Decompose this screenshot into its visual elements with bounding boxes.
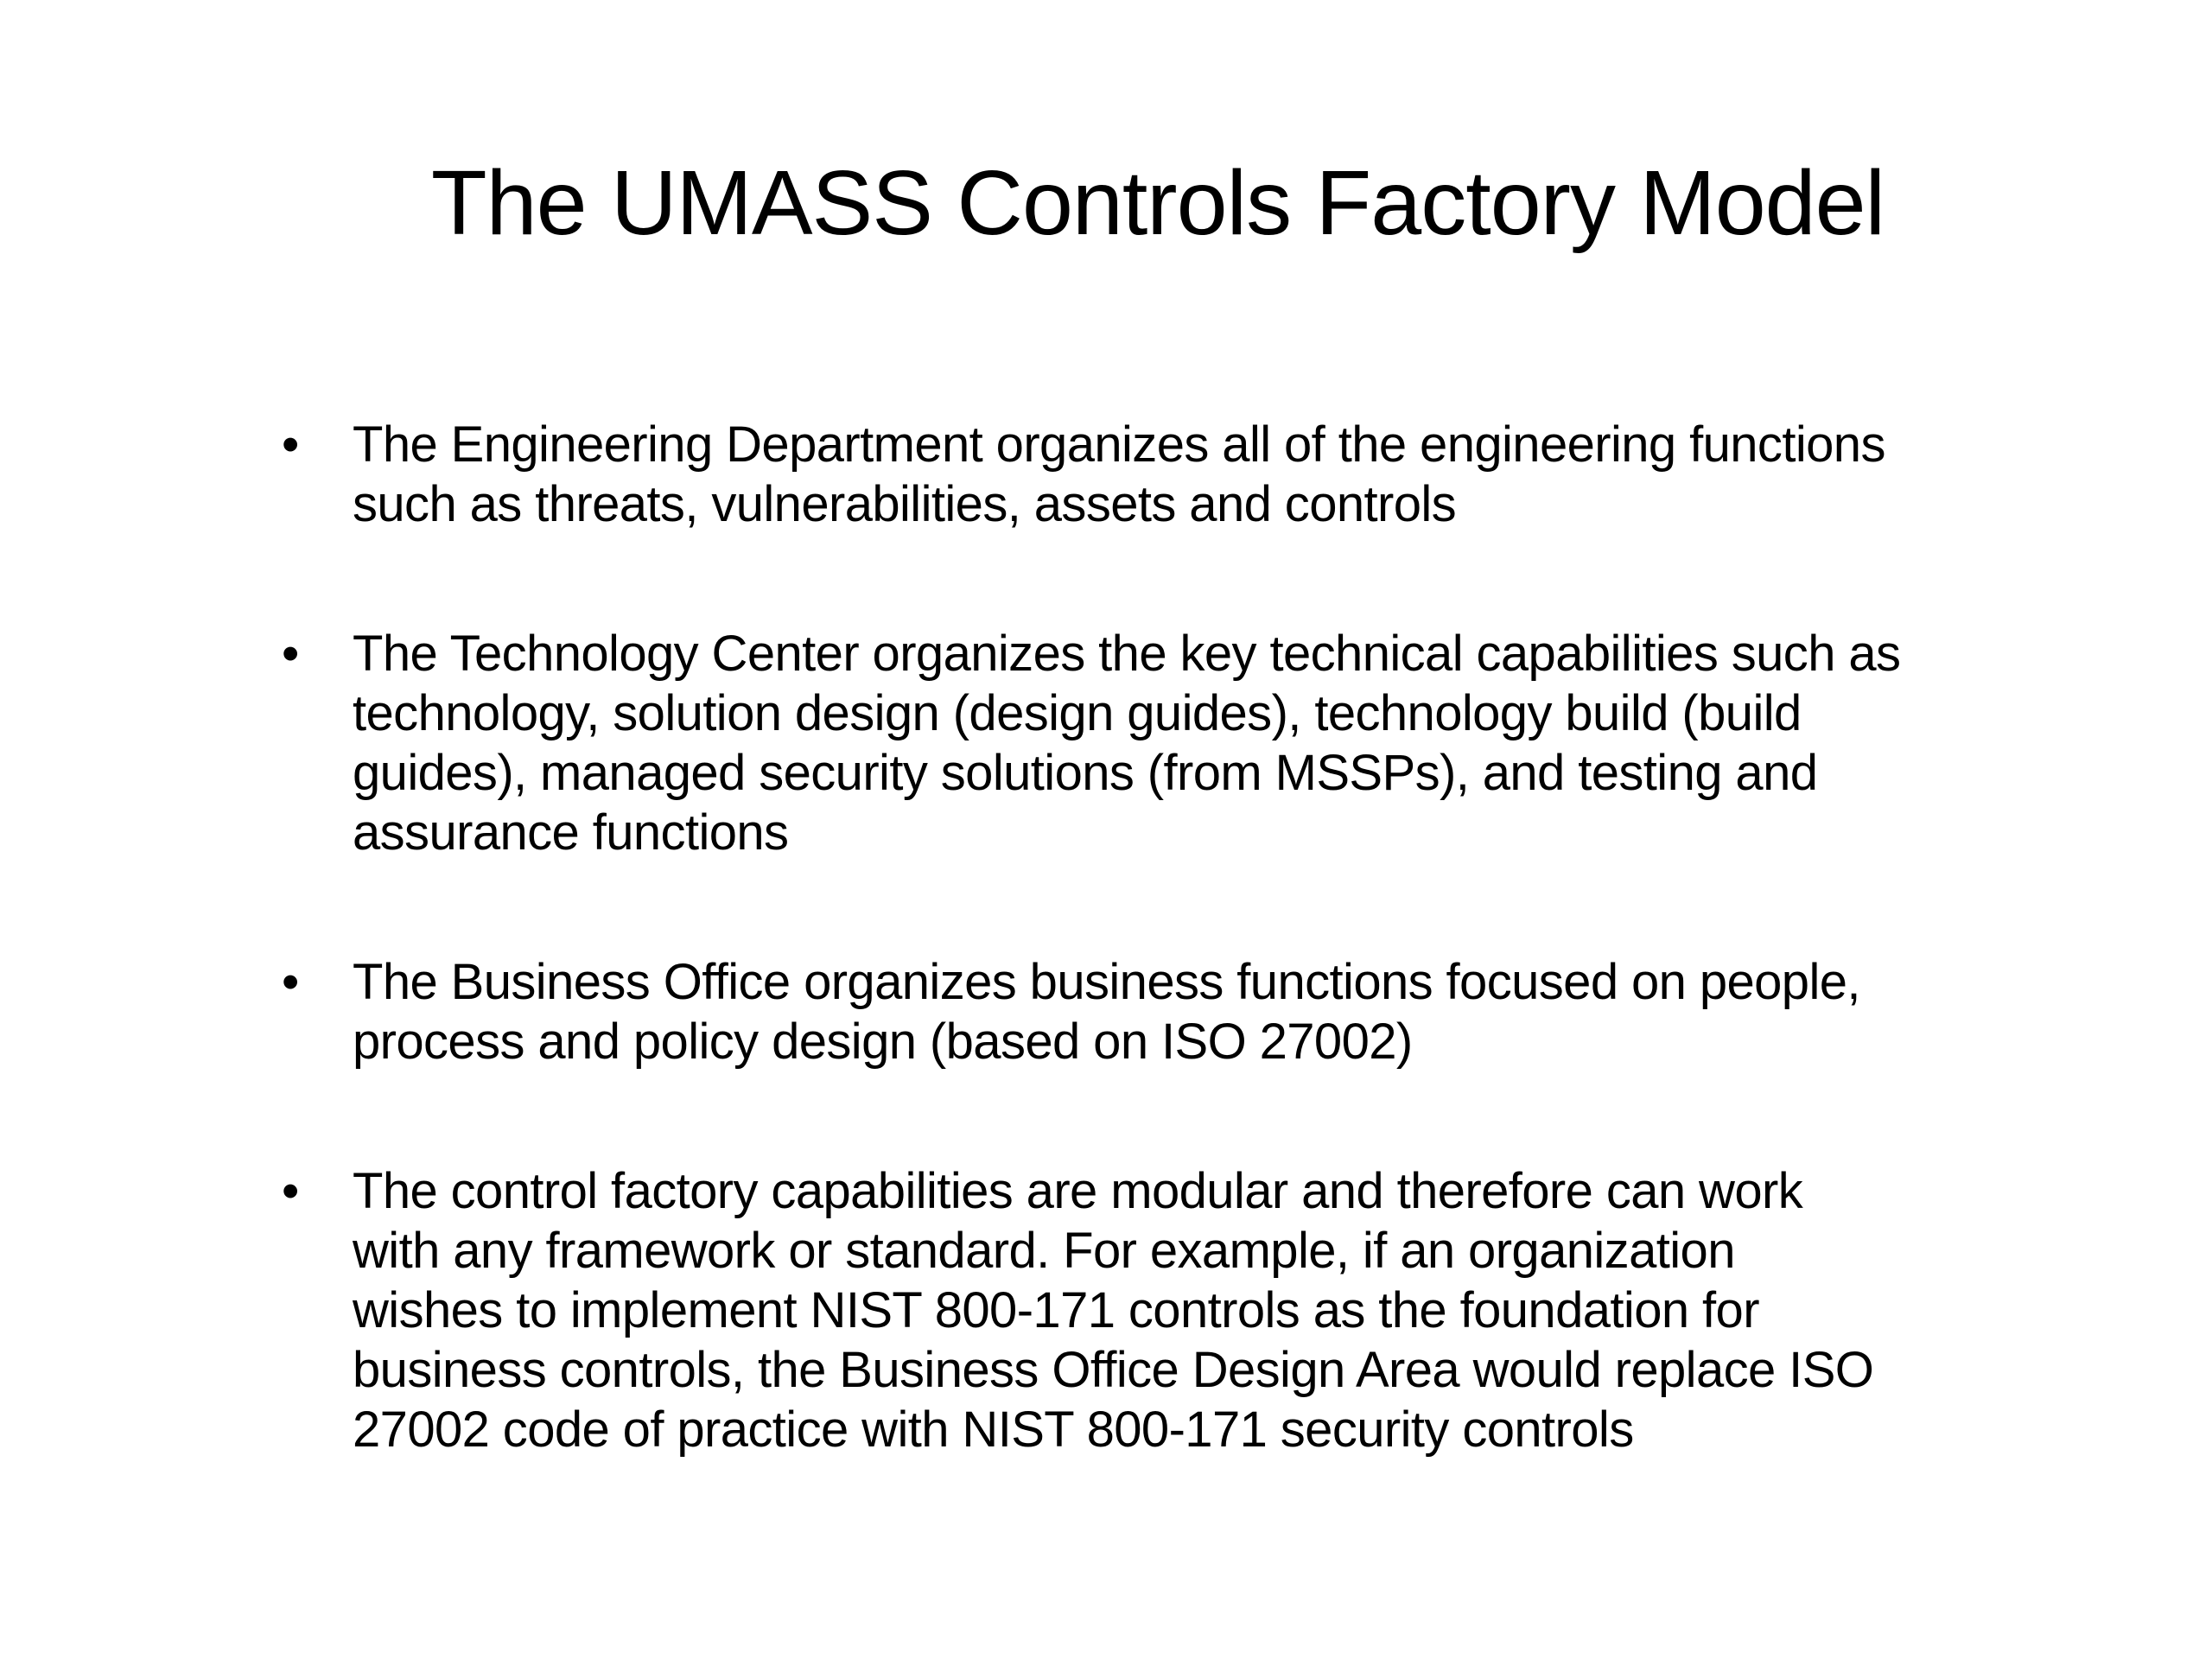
bullet-technology-center bbox=[276, 624, 2186, 862]
bullet-list bbox=[276, 415, 2186, 1459]
bullet-control-factory bbox=[276, 1161, 2186, 1459]
slide-title: The UMASS Controls Factory Model bbox=[430, 152, 1885, 254]
bullet-line: The control factory capabilities are modular and therefore can work bbox=[353, 1163, 1803, 1219]
bullet-line: technology, solution design (design guides), technology build (build bbox=[353, 685, 1802, 741]
bullet-business-office bbox=[276, 952, 2186, 1071]
bullet-line: The Business Office organizes business functions focused on people, bbox=[353, 954, 1860, 1010]
bullet-engineering-department bbox=[276, 415, 2186, 534]
bullet-marker: • bbox=[282, 1163, 299, 1219]
bullet-line: wishes to implement NIST 800-171 controls as the foundation for bbox=[353, 1282, 1759, 1338]
bullet-line: The Engineering Department organizes all of the engineering functions bbox=[353, 416, 1885, 473]
bullet-line: guides), managed security solutions (from MSSPs), and testing and bbox=[353, 745, 1818, 801]
bullet-line: with any framework or standard. For example, if an organization bbox=[353, 1223, 1735, 1279]
bullet-line: process and policy design (based on ISO 27002) bbox=[353, 1014, 1413, 1070]
bullet-line: business controls, the Business Office Design Area would replace ISO bbox=[353, 1342, 1874, 1398]
bullet-marker: • bbox=[282, 416, 299, 473]
bullet-marker: • bbox=[282, 954, 299, 1010]
bullet-line: assurance functions bbox=[353, 804, 789, 861]
bullet-line: 27002 code of practice with NIST 800-171 security controls bbox=[353, 1402, 1634, 1458]
bullet-line: The Technology Center organizes the key technical capabilities such as bbox=[353, 626, 1901, 682]
bullet-line: such as threats, vulnerabilities, assets and controls bbox=[353, 476, 1457, 532]
bullet-marker: • bbox=[282, 626, 299, 682]
